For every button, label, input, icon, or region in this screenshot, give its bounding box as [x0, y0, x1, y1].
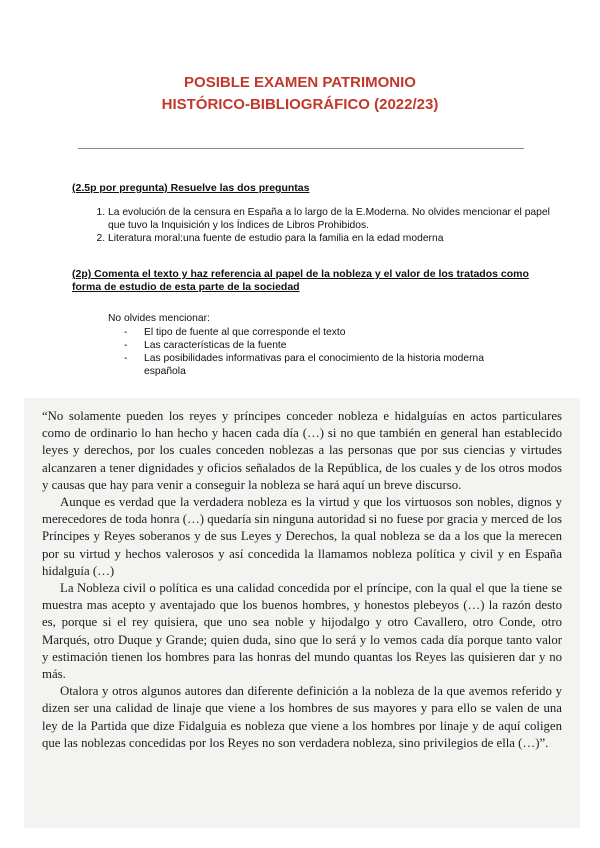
scan-paragraph-3: La Nobleza civil o política es una calidad concedida por el príncipe, con la qual el que la tiene se muestra mas acepto y aventajado que los buenos hombres, y honestos plebeyos (…) la razón desto es, porque si el rey quisiera, que uno sea noble y hijodalgo y otro Cavallero, otro Conde, otro Marqués, otro Duque y Grande; quien duda, sino que lo será y lo vemos cada día porque tanto valor y estimación tienen los hombres para las honras del mundo quantas los Reyes las quisieren dar y no más. [42, 581, 562, 682]
section-2-heading: (2p) Comenta el texto y haz referencia al papel de la nobleza y el valor de los tratados como forma de estudio de esta parte de la sociedad [72, 268, 529, 293]
question-2: 2. Literatura moral:una fuente de estudio para la familia en la edad moderna [108, 232, 568, 245]
scan-paragraph-1: “No solamente pueden los reyes y príncipes conceder nobleza e hidalguías en actos particulares como de ordinario lo han hecho y hacen cada día (…) si no que también en general han establecido leyes y derechos, por los cuales conceden noblezas a las personas que por sus ciencias y virtudes alcanzaren a tener dignidades y oficios señalados de la República, de los cuales y de los otros modos y causas que hay para venir a conseguir la nobleza se hará aquí un breve discurso. [42, 409, 562, 492]
scan-paragraph-4: Otalora y otros algunos autores dan diferente definición a la nobleza de la que avemos referido y dizen ser una calidad de linaje que viene a los hombres de sus mayores y para ello se valen de una ley de la Partida que dize Fidalguia es nobleza que viene a los hombres por linaje y de aquí coligen que las noblezas concedidas por los Reyes no son verdadera nobleza, sino privilegios de ella (…)”. [42, 684, 562, 750]
reminder-list [124, 326, 524, 378]
reminder-label: No olvides mencionar: [108, 313, 210, 324]
divider [78, 148, 524, 149]
exam-title-line-2: HISTÓRICO-BIBLIOGRÁFICO (2022/23) [161, 96, 439, 113]
question-list [72, 206, 568, 245]
reminder-item: - Las posibilidades informativas para el conocimiento de la historia moderna española [124, 352, 524, 378]
scan-paragraph-2: Aunque es verdad que la verdadera nobleza es la virtud y que los virtuosos son nobles, dignos y merecedores de toda honra (…) quedaría sin ninguna autoridad si no fuese por gracia y merced de los Príncipes y Reyes soberanos y de sus Leyes y Derechos, la qual nobleza se da a los que la merecen por su virtud y hechos valerosos y así concedida la llamamos nobleza política y civil y en España hidalguía (…) [42, 495, 562, 578]
scanned-text-image [24, 398, 580, 828]
exam-title-line-1: POSIBLE EXAMEN PATRIMONIO [184, 74, 416, 91]
reminder-item: - Las características de la fuente [124, 339, 524, 352]
reminder-item: - El tipo de fuente al que corresponde el texto [124, 326, 524, 339]
question-1: 1. La evolución de la censura en España a lo largo de la E.Moderna. No olvides mencionar el papel que tuvo la Inquisición y los Índices de Libros Prohibidos. [108, 206, 568, 232]
section-1-heading: (2.5p por pregunta) Resuelve las dos preguntas [72, 182, 310, 194]
